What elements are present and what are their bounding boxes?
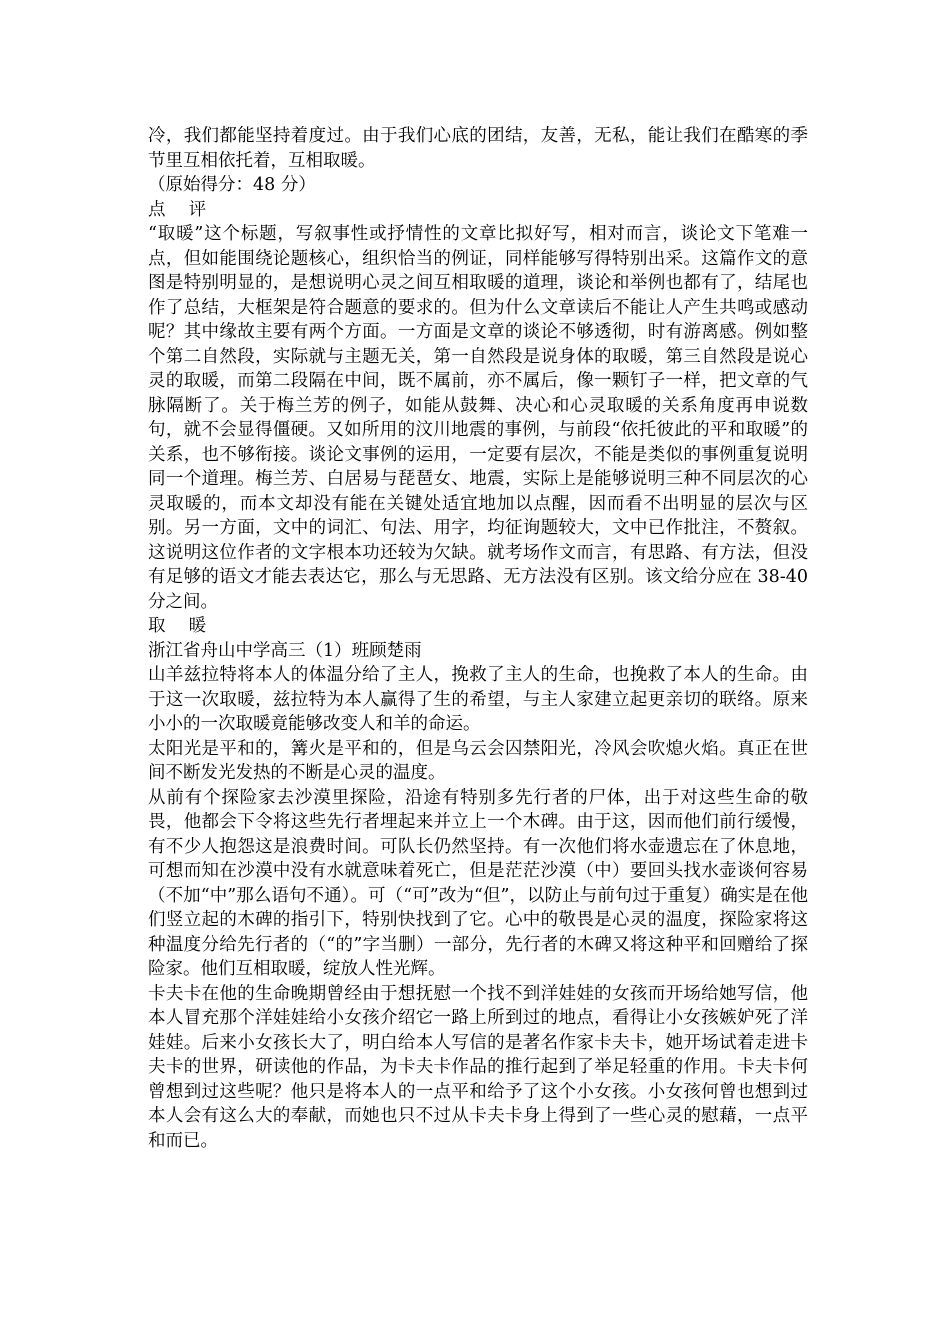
essay-paragraph-explorer: 从前有个探险家去沙漠里探险，沿途有特别多先行者的尸体，出于对这些生命的敬畏，他都会下令将这些先行者埋起来并立上一个木碑。由于这，因而他们前行缓慢，有不少人抱怨这是浪费时间。可队长仍然坚持。有一次他们将水壶遗忘在了休息地，可想而知在沙漠中没有水就意味着死亡，但是茫茫沙漠（中）要回头找水壶谈何容易（不加“中”那么语句不通）。可（“可”改为“但”，以防止与前句过于重复）确实是在他们竖立起的木碑的指引下，特别快找到了它。心中的敬畏是心灵的温度，探险家将这种温度分给先行者的（“的”字当删）一部分，先行者的木碑又将这种平和回赠给了探险家。他们互相取暖，绽放人性光辉。	[148, 787, 808, 979]
essay-closing-paragraph: 冷，我们都能坚持着度过。由于我们心底的团结，友善，无私，能让我们在酷寒的季节里互相依托着，互相取暖。	[148, 126, 808, 171]
essay-paragraph-warmth: 太阳光是平和的，篝火是平和的，但是乌云会囚禁阳光，冷风会吹熄火焰。真正在世间不断发光发热的不断是心灵的温度。	[148, 738, 808, 783]
essay-paragraph-kafka: 卡夫卡在他的生命晚期曾经由于想抚慰一个找不到洋娃娃的女孩而开场给她写信，他本人冒充那个洋娃娃给小女孩介绍它一路上所到过的地点，看得让小女孩嫉妒死了洋娃娃。后来小女孩长大了，明白给本人写信的是著名作家卡夫卡，她开场试着走进卡夫卡的世界，研读他的作品，为卡夫卡作品的推行起到了举足轻重的作用。卡夫卡何曾想到过这些呢？他只是将本人的一点平和给予了这个小女孩。小女孩何曾也想到过本人会有这么大的奉献，而她也只不过从卡夫卡身上得到了一些心灵的慰藉，一点平和而已。	[148, 983, 808, 1151]
essay-title: 取 暖	[148, 616, 215, 636]
essay-paragraph-goat: 山羊兹拉特将本人的体温分给了主人，挽救了主人的生命，也挽救了本人的生命。由于这一次取暖，兹拉特为本人赢得了生的希望，与主人家建立起更亲切的联络。原来小小的一次取暖竟能够改变人和羊的命运。	[148, 665, 808, 734]
commentary-heading: 点 评	[148, 199, 215, 220]
document-body	[148, 124, 808, 1153]
original-score: （原始得分：48 分）	[148, 175, 316, 195]
essay-author: 浙江省舟山中学高三（1）班顾楚雨	[148, 640, 422, 661]
commentary-paragraph: “取暖”这个标题，写叙事性或抒情性的文章比拟好写，相对而言，谈论文下笔难一点，但如能围绕论题核心，组织恰当的例证，同样能够写得特别出采。这篇作文的意图是特别明显的，是想说明心灵之间互相取暖的道理，谈论和举例也都有了，结尾也作了总结，大框架是符合题意的要求的。但为什么文章读后不能让人产生共鸣或感动呢？其中缘故主要有两个方面。一方面是文章的谈论不够透彻，时有游离感。例如整个第二自然段，实际就与主题无关，第一自然段是说身体的取暖，第三自然段是说心灵的取暖，而第二段隔在中间，既不属前，亦不属后，像一颗钉子一样，把文章的气脉隔断了。关于梅兰芳的例子，如能从鼓舞、决心和心灵取暖的关系角度再申说数句，就不会显得僵硬。又如所用的汶川地震的事例，与前段“依托彼此的平和取暖”的关系，也不够衔接。谈论文事例的运用，一定要有层次，不能是类似的事例重复说明同一个道理。梅兰芳、白居易与琵琶女、地震，实际上是能够说明三种不同层次的心灵取暖的，而本文却没有能在关键处适宜地加以点醒，因而看不出明显的层次与区别。另一方面，文中的词汇、句法、用字，均征询题较大，文中已作批注，不赘叙。这说明这位作者的文字根本功还较为欠缺。就考场作文而言，有思路、有方法，但没有足够的语文才能去表达它，那么与无思路、无方法没有区别。该文给分应在 38-40 分之间。	[148, 224, 808, 612]
